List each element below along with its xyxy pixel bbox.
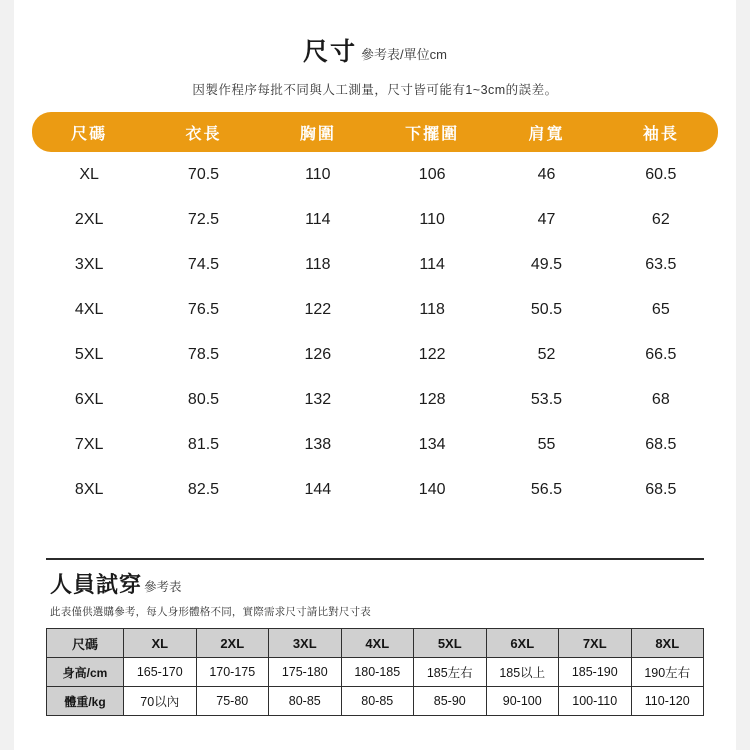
fit-cell: 75-80 <box>196 687 269 716</box>
size-cell: 122 <box>418 345 446 363</box>
size-table-header-row <box>32 112 718 152</box>
fit-cell: 185以上 <box>486 658 559 687</box>
size-cell: 46 <box>537 165 556 183</box>
size-cell: 118 <box>419 300 445 318</box>
size-cell: 76.5 <box>187 300 220 318</box>
size-cell: 66.5 <box>645 345 677 363</box>
size-cell: 114 <box>419 255 445 273</box>
size-table-col-header: 肩寬 <box>489 112 603 152</box>
fit-section-title: 人員試穿 <box>50 572 143 597</box>
size-table-container <box>32 112 718 512</box>
fit-cell: 80-85 <box>269 687 342 716</box>
fit-col-header: 尺碼 <box>47 629 124 658</box>
size-cell: XL <box>79 165 99 183</box>
size-cell: 3XL <box>74 255 104 273</box>
fit-row-label: 身高/cm <box>47 658 124 687</box>
size-cell: 114 <box>305 210 331 228</box>
fit-col-header: 8XL <box>631 629 704 658</box>
size-cell: 60.5 <box>645 165 677 183</box>
fit-col-header: 6XL <box>486 629 559 658</box>
size-cell: 138 <box>304 435 332 453</box>
size-cell: 118 <box>305 255 331 273</box>
fit-cell: 180-185 <box>341 658 414 687</box>
table-row <box>32 422 718 467</box>
size-table-body <box>32 152 718 512</box>
table-row <box>32 152 718 197</box>
table-row <box>32 287 718 332</box>
fit-col-header: XL <box>124 629 197 658</box>
page-title: 尺寸 <box>303 38 358 66</box>
section-divider <box>46 558 704 560</box>
size-cell: 65 <box>651 300 670 318</box>
page-title-subtitle: 參考表/單位cm <box>361 46 447 62</box>
table-row <box>32 332 718 377</box>
fit-cell: 90-100 <box>486 687 559 716</box>
size-cell: 68.5 <box>645 480 677 498</box>
fit-title-block <box>28 568 722 599</box>
table-row <box>32 197 718 242</box>
measurement-disclaimer: 因製作程序每批不同與人工測量，尺寸皆可能有1~3cm的誤差。 <box>192 83 558 97</box>
size-table-col-header: 尺碼 <box>32 112 146 152</box>
fit-cell: 100-110 <box>559 687 632 716</box>
size-cell: 55 <box>537 435 556 453</box>
size-cell: 56.5 <box>530 480 563 498</box>
fit-cell: 85-90 <box>414 687 487 716</box>
size-cell: 53.5 <box>530 390 563 408</box>
size-cell: 47 <box>537 210 556 228</box>
fit-cell: 170-175 <box>196 658 269 687</box>
size-cell: 2XL <box>74 210 104 228</box>
fit-table <box>46 628 704 716</box>
size-cell: 62 <box>651 210 670 228</box>
size-table-head <box>32 112 718 152</box>
fit-cell: 110-120 <box>631 687 704 716</box>
fit-cell: 80-85 <box>341 687 414 716</box>
size-cell: 80.5 <box>187 390 220 408</box>
size-cell: 7XL <box>74 435 104 453</box>
fit-table-container <box>46 628 704 716</box>
fit-col-header: 3XL <box>269 629 342 658</box>
size-cell: 49.5 <box>530 255 563 273</box>
fit-table-header-row <box>47 629 704 658</box>
table-row <box>32 242 718 287</box>
size-cell: 78.5 <box>187 345 220 363</box>
fit-row-label: 體重/kg <box>47 687 124 716</box>
size-cell: 82.5 <box>187 480 220 498</box>
size-table-col-header: 下擺圍 <box>375 112 489 152</box>
fit-col-header: 7XL <box>559 629 632 658</box>
table-row <box>47 687 704 716</box>
table-row <box>32 467 718 512</box>
size-cell: 140 <box>418 480 446 498</box>
size-cell: 110 <box>419 210 445 228</box>
fit-col-header: 5XL <box>414 629 487 658</box>
size-table-col-header: 袖長 <box>604 112 718 152</box>
size-cell: 74.5 <box>187 255 220 273</box>
size-table-col-header: 衣長 <box>146 112 260 152</box>
fit-cell: 185-190 <box>559 658 632 687</box>
size-cell: 6XL <box>74 390 104 408</box>
fit-disclaimer: 此表僅供選購參考，每人身形體格不同，實際需求尺寸請比對尺寸表 <box>50 606 371 618</box>
size-cell: 4XL <box>74 300 104 318</box>
size-cell: 81.5 <box>187 435 220 453</box>
size-cell: 128 <box>418 390 446 408</box>
size-cell: 122 <box>304 300 332 318</box>
size-cell: 68 <box>651 390 670 408</box>
size-cell: 5XL <box>74 345 104 363</box>
size-cell: 8XL <box>74 480 104 498</box>
size-cell: 52 <box>537 345 556 363</box>
page-title-block <box>14 0 736 98</box>
fit-cell: 70以內 <box>124 687 197 716</box>
size-cell: 110 <box>305 165 331 183</box>
size-cell: 72.5 <box>187 210 220 228</box>
size-cell: 132 <box>304 390 332 408</box>
fit-col-header: 4XL <box>341 629 414 658</box>
fit-cell: 165-170 <box>124 658 197 687</box>
table-row <box>47 658 704 687</box>
fit-col-header: 2XL <box>196 629 269 658</box>
size-cell: 134 <box>418 435 446 453</box>
fit-reference-section <box>28 558 722 716</box>
fit-cell: 185左右 <box>414 658 487 687</box>
size-table <box>32 112 718 512</box>
size-cell: 106 <box>418 165 446 183</box>
fit-cell: 175-180 <box>269 658 342 687</box>
size-cell: 68.5 <box>645 435 677 453</box>
size-cell: 144 <box>304 480 332 498</box>
table-row <box>32 377 718 422</box>
size-cell: 70.5 <box>187 165 220 183</box>
fit-cell: 190左右 <box>631 658 704 687</box>
fit-section-subtitle: 參考表 <box>144 579 182 594</box>
size-cell: 50.5 <box>530 300 563 318</box>
size-cell: 63.5 <box>645 255 677 273</box>
size-cell: 126 <box>304 345 332 363</box>
size-table-col-header: 胸圍 <box>261 112 375 152</box>
